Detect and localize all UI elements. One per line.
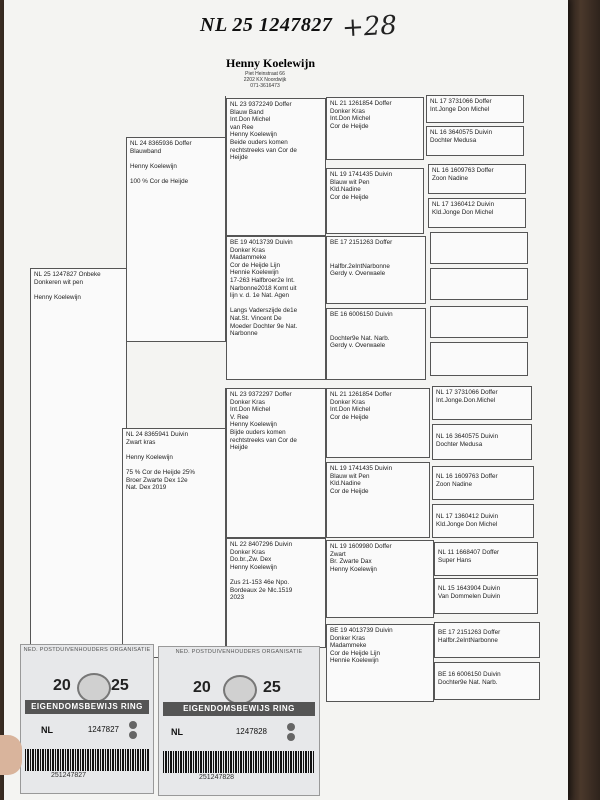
pedigree-box-g5 [426,95,524,123]
card-banner: EIGENDOMSBEWIJS RING [25,700,149,714]
box-line: 2023 [230,594,245,602]
box-line: Henny Koelewijn [230,563,277,571]
box-line: 17-263 Halfbroer2e Int. [230,276,295,284]
box-line: Zwart kras [126,438,156,446]
pedigree-box-ssd [326,168,424,234]
card-circle-icon [129,721,137,729]
box-line: Donker Kras [330,634,365,642]
pedigree-box-sds [326,236,426,304]
box-line: Dochter Medusa [436,440,483,448]
box-line: NL 23 9372249 Doffer [230,101,292,108]
box-line: Blauw Band [230,108,264,116]
box-line: NL 21 1261854 Doffer [330,100,392,107]
pedigree-box-g5 [426,126,524,156]
pedigree-box-g5 [432,466,534,500]
box-line: Do.br.,Zw. Dex [230,556,272,564]
box-line: Br. Zwarte Dax [330,558,372,566]
owner-address-line: 2202 KX Noordwijk [243,77,287,83]
box-line: Narbonne2018 Komt uit [230,284,297,292]
pedigree-box-dss [326,388,430,458]
pedigree-box-sdd [326,308,426,380]
box-line: Super Hans [438,556,472,564]
box-line: Madammeke [330,642,367,650]
box-line: BE 19 4013739 Duivin [330,627,393,634]
box-line: Henny Koelewijn [130,162,177,170]
pedigree-box-g5 [434,622,540,658]
box-line: Cor de Heijde [330,122,369,130]
box-line: Beide ouders komen [230,138,288,146]
pedigree-box-sire [126,137,226,342]
box-line: Int.Don Michel [230,116,271,124]
pedigree-box-dds [326,540,434,618]
box-line [130,155,222,163]
box-line: Int.Don Michel [330,406,371,414]
box-line: Dochter9e Nat. Narb. [330,334,390,342]
box-line: NL 17 1360412 Duivin [436,513,499,520]
box-line: rechtstreeks van Cor de [230,146,297,154]
pedigree-box-g5 [434,578,538,614]
card-year-right: 25 [263,679,281,696]
owner-name: Henny Koelewijn [226,56,315,70]
box-line: NL 16 1609763 Doffer [432,167,494,174]
box-line: Blauw wit Pen [330,472,370,480]
pedigree-box-ds [226,388,326,538]
box-line: Blauw wit Pen [330,178,370,186]
box-line: NL 19 1741435 Duivin [330,171,393,178]
lion-emblem-icon [223,675,257,705]
box-line: NL 17 1360412 Duivin [432,201,495,208]
box-line: NL 21 1261854 Doffer [330,391,392,398]
card-year-left: 20 [53,677,71,694]
box-line: BE 16 6006150 Duivin [330,311,393,318]
card-ring-number: 1247828 [235,727,267,736]
box-line: Heijde [230,154,248,162]
box-line: Zwart [330,550,346,558]
pedigree-box-sd [226,236,326,380]
box-line: Kld.Jonge Don Michel [436,520,498,528]
box-line: NL 16 1609763 Doffer [436,473,498,480]
box-line: Blauwband [130,147,162,155]
box-line: NL 19 1609980 Doffer [330,543,392,550]
box-line: NL 16 3640575 Duivin [436,433,499,440]
box-line [130,170,222,178]
box-line: NL 19 1741435 Duivin [330,465,393,472]
pedigree-box-g5 [434,662,540,700]
table-background [568,0,600,800]
box-line: Gerdy v. Overwaele [330,270,386,278]
pedigree-box-subject [30,268,127,656]
box-line: NL 17 3731066 Doffer [436,389,498,396]
box-line: BE 17 2151263 Doffer [330,239,393,246]
box-line: V. Ree [230,413,249,421]
box-line: NL 25 1247827 Onbeke [34,271,101,278]
pedigree-box-g5 [432,424,532,460]
box-line: Halfbr.2eIntNarbonne [330,262,390,270]
box-line: Cor de Heijde [330,193,369,201]
box-line: Kld.Nadine [330,480,361,488]
card-country: NL [171,727,183,737]
box-line: BE 19 4013739 Duivin [230,239,293,246]
box-line: Hennie Koelewijn [330,657,379,665]
box-line: NL 11 1668407 Doffer [438,549,500,556]
card-barcode-number: 251247828 [199,774,235,781]
box-line [34,286,123,294]
box-line: Nat. Dex 2019 [126,484,167,492]
pedigree-box-ss [226,98,326,236]
card-circle-icon [287,733,295,741]
box-line: Henny Koelewijn [230,131,277,139]
box-line [126,446,222,454]
card-banner: EIGENDOMSBEWIJS RING [163,702,315,716]
box-line: Donker Kras [330,107,365,115]
box-line: Bordeaux 2e Nlc.1519 [230,586,293,594]
lion-emblem-icon [77,673,111,703]
box-line: Donker Kras [330,398,365,406]
pedigree-box-g5 [428,164,526,194]
pedigree-box-g5-empty [430,232,528,264]
box-line: Int.Jonge.Don.Michel [436,396,496,404]
page-title: NL 25 1247827 [200,14,333,36]
box-line: Donkeren wit pen [34,278,84,286]
box-line [230,300,322,308]
box-line: BE 17 2151263 Doffer [438,629,501,636]
card-header: NED. POSTDUIVENHOUDERS ORGANISATIE [175,649,303,655]
box-line: Zoon Nadine [432,174,469,182]
pedigree-box-dd [226,538,326,648]
box-line: 100 % Cor de Heijde [130,177,189,185]
box-line: Gerdy v. Overwaele [330,342,386,350]
box-line [126,461,222,469]
box-line: Henny Koelewijn [126,453,173,461]
card-year-right: 25 [111,677,129,694]
box-line: Henny Koelewijn [230,421,277,429]
pedigree-box-g5-empty [430,306,528,338]
box-line: Henny Koelewijn [330,565,377,573]
ring-certificate-card [158,646,320,796]
pedigree-box-sss [326,97,424,160]
box-line: Bijde ouders komen [230,428,286,436]
box-line: NL 16 3640575 Duivin [430,129,493,136]
box-line: Cor de Heijde Lijn [330,649,381,657]
box-line: Kld.Nadine [330,186,361,194]
thumb [0,735,22,775]
box-line: rechtstreeks van Cor de [230,436,297,444]
pedigree-box-g5 [432,386,532,420]
pedigree-box-g5-empty [430,342,528,376]
box-line: Nat.St. Vincent De [230,314,282,322]
pedigree-box-g5 [432,504,534,538]
card-ring-number: 1247827 [87,725,119,734]
handwritten-note: +28 [341,10,398,44]
box-line [230,571,322,579]
box-line: van Ree [230,123,254,131]
box-line: Kld.Jonge Don Michel [432,208,494,216]
box-line: Cor de Heijde Lijn [230,261,281,269]
box-line: Int.Don Michel [230,406,271,414]
card-barcode [163,751,315,773]
box-line: Halfbr.2eIntNarbonne [438,636,498,644]
pedigree-box-ddd [326,624,434,702]
box-line: Int.Don Michel [330,115,371,123]
card-barcode [25,749,149,771]
box-line: Madammeke [230,254,267,262]
pedigree-box-dam [122,428,226,658]
box-line: Heijde [230,444,248,452]
pedigree-box-g5 [428,198,526,228]
box-line: Dochter Medusa [430,136,477,144]
owner-address-line: 071-3616473 [250,83,280,89]
box-line: Van Dommelen Duivin [438,592,501,600]
box-line: NL 17 3731066 Doffer [430,98,492,105]
pedigree-box-g5 [434,542,538,576]
box-line: BE 16 6006150 Duivin [438,671,501,678]
box-line: Dochter9e Nat. Narb. [438,678,498,686]
box-line: Moeder Dochter 9e Nat. [230,322,298,330]
box-line: Cor de Heijde [330,413,369,421]
card-year-left: 20 [193,679,211,696]
box-line: Donker Kras [230,246,265,254]
box-line: NL 24 8365936 Doffer [130,140,192,147]
box-line: Broer Zwarte Dex 12e [126,476,188,484]
box-line: lijn v. d. 1e Nat. Agen [230,292,290,300]
card-circle-icon [287,723,295,731]
box-line: Cor de Heijde [330,487,369,495]
box-line: Donker Kras [230,398,265,406]
box-line: Henny Koelewijn [34,293,81,301]
box-line: Zoon Nadine [436,480,473,488]
ring-certificate-card [20,644,154,794]
card-country: NL [41,725,53,735]
box-line: 75 % Cor de Heijde 25% [126,468,195,476]
box-line: Hennie Koelewijn [230,269,279,277]
box-line: Donker Kras [230,548,265,556]
box-line: Int.Jonge Don Michel [430,105,490,113]
pedigree-box-dsd [326,462,430,538]
card-barcode-number: 251247827 [51,772,87,779]
box-line: Zus 21-153 46e Npo. [230,578,290,586]
box-line: NL 15 1643904 Duivin [438,585,501,592]
box-line: Narbonne [230,330,258,338]
box-line: Langs Vaderszijde de1e [230,307,298,315]
card-header: NED. POSTDUIVENHOUDERS ORGANISATIE [23,647,151,653]
box-line: NL 24 8365941 Duivin [126,431,189,438]
pedigree-box-g5-empty [430,268,528,300]
box-line: NL 22 8407296 Duivin [230,541,293,548]
box-line: NL 23 9372297 Doffer [230,391,292,398]
card-circle-icon [129,731,137,739]
owner-address-line: Piet Heinstraat 66 [245,71,285,77]
